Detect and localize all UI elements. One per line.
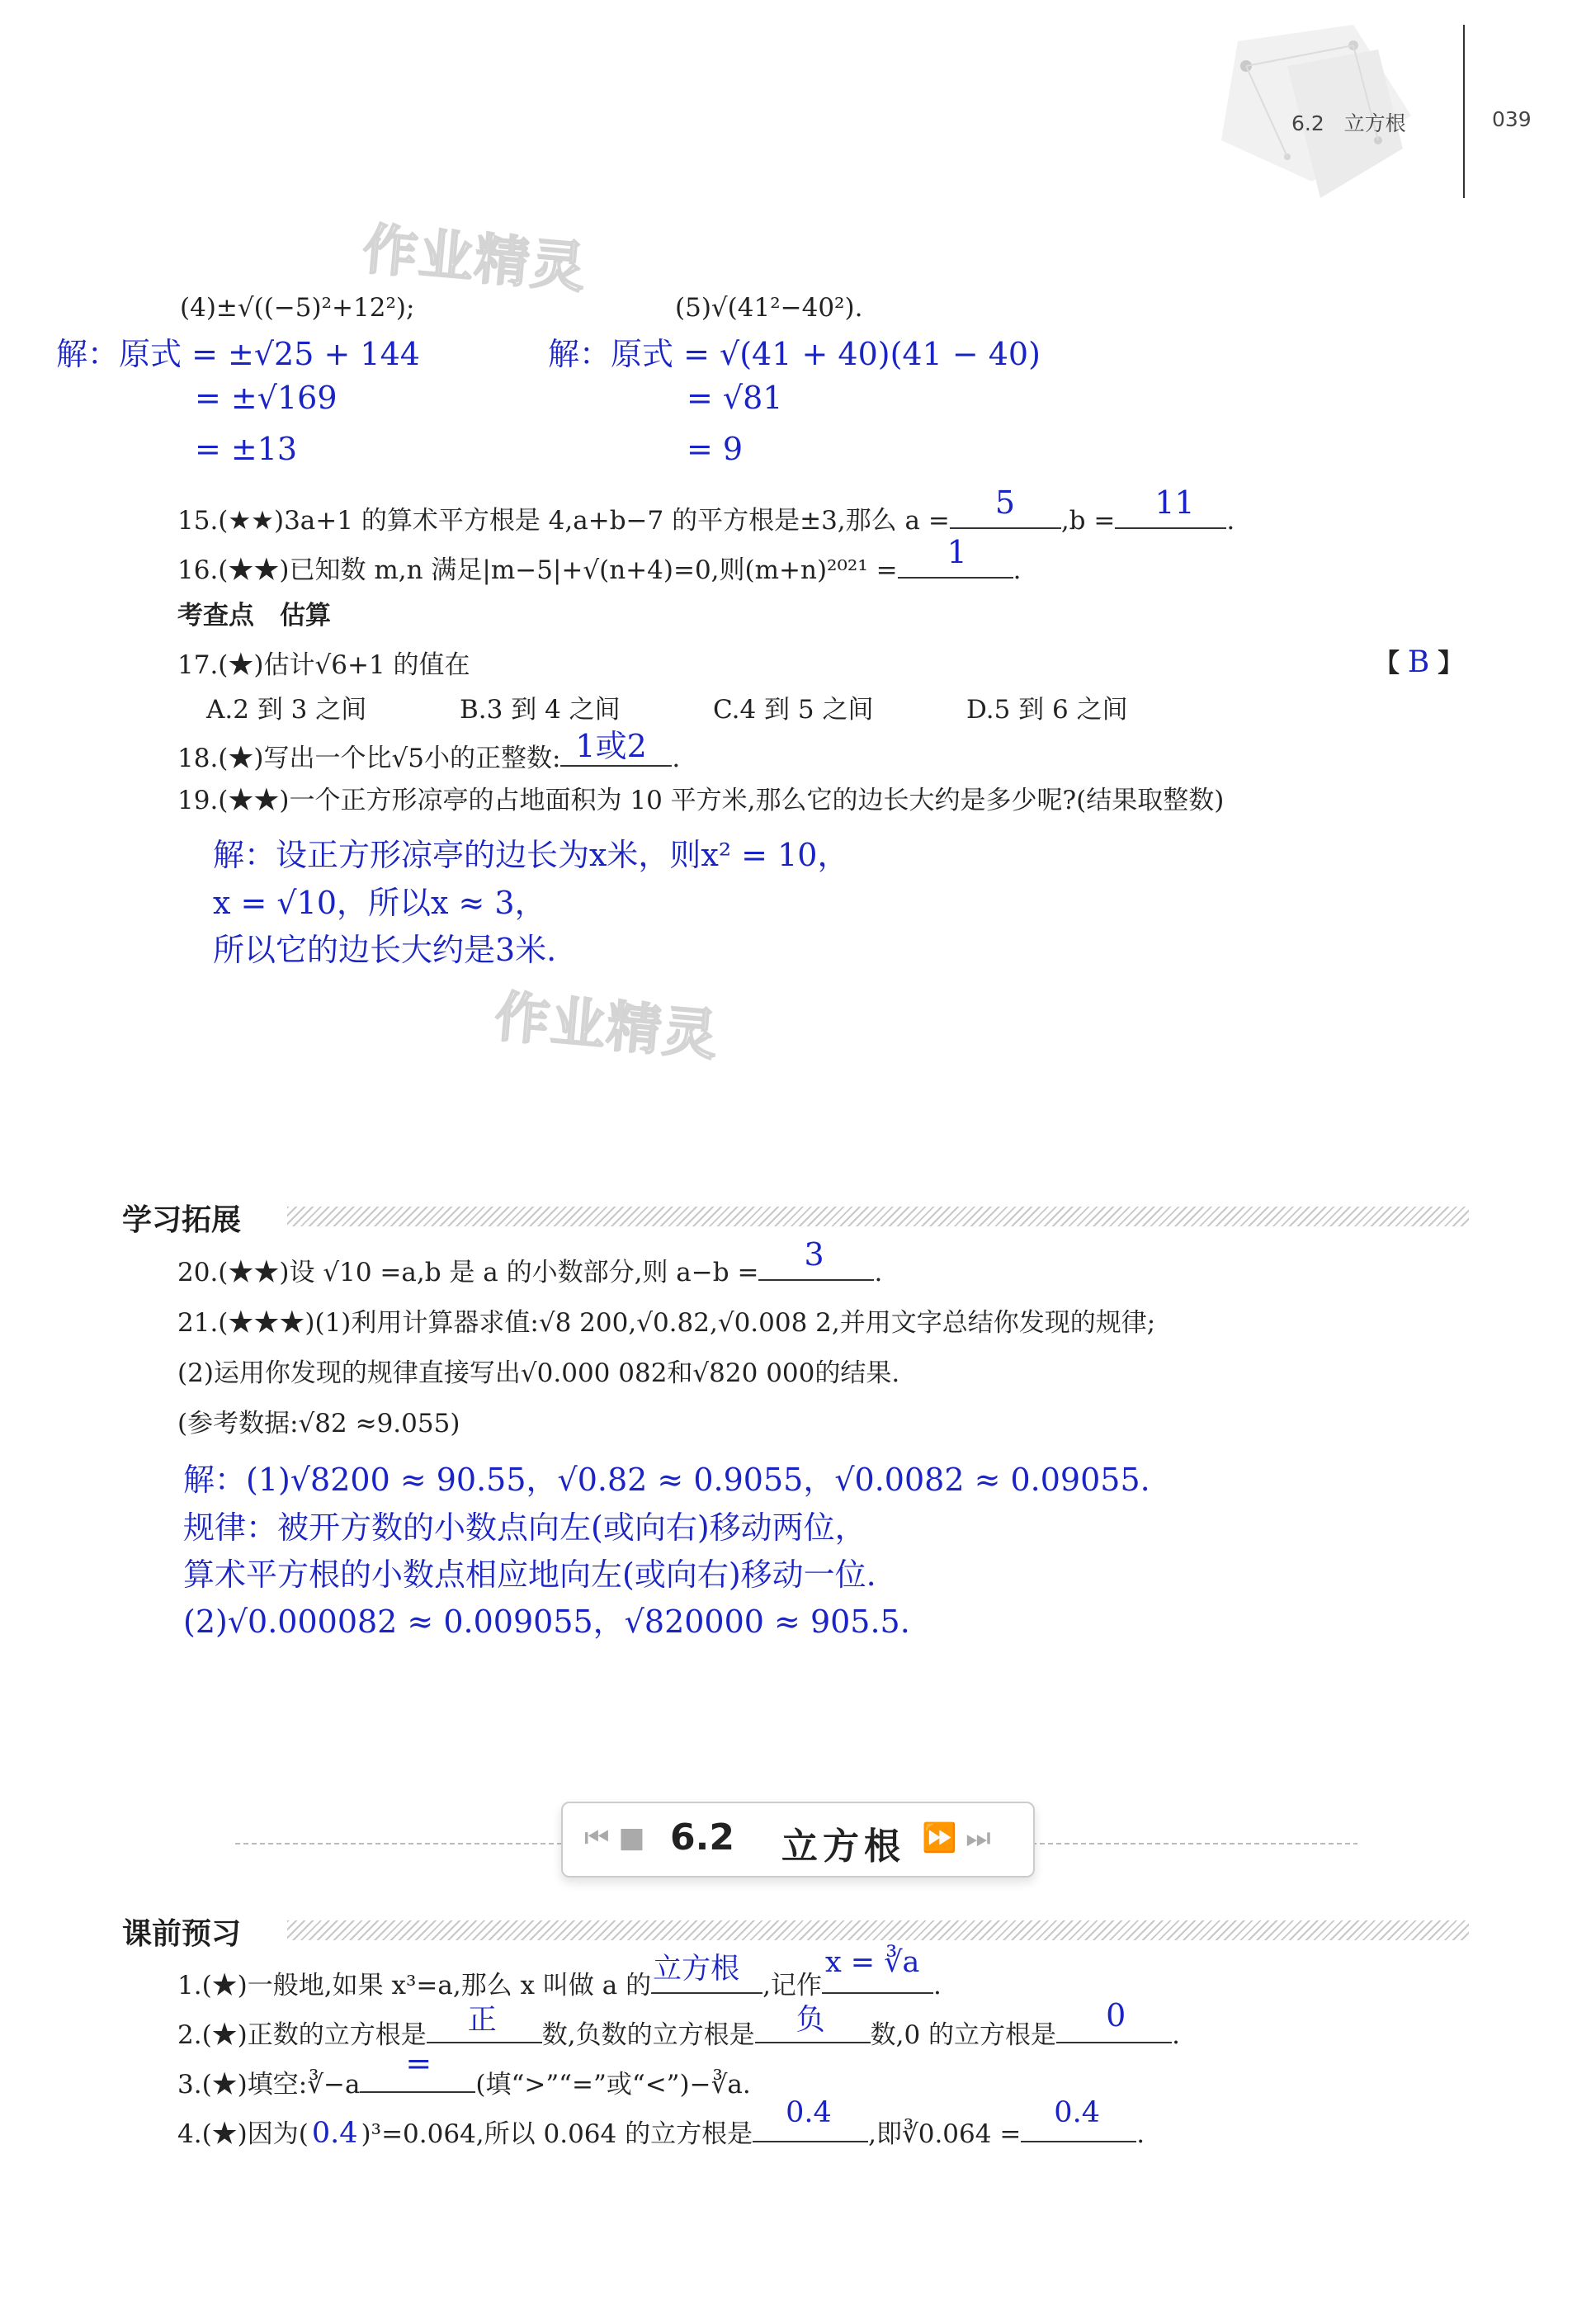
question-21-line3: (参考数据:√82 ≈9.055) <box>177 1409 460 1438</box>
preview-question-4-text1: 4.(★)因为( <box>177 2119 309 2149</box>
option-c[interactable]: C.4 到 5 之间 <box>713 695 874 725</box>
solution-4-line1: 解：原式 = ±√25 + 144 <box>56 336 420 372</box>
option-a[interactable]: A.2 到 3 之间 <box>206 695 367 725</box>
section-heading-preview: 课前预习 <box>122 1917 242 1951</box>
preview-question-3-text2: (填“>”“=”或“<”)−∛a. <box>475 2070 751 2100</box>
answer-blank-2[interactable] <box>822 1946 933 1994</box>
preview-question-1 <box>177 1946 942 2001</box>
answer-blank-a[interactable] <box>950 484 1061 529</box>
question-18 <box>177 728 681 774</box>
preview-question-2-text3: 数,0 的立方根是 <box>870 2020 1057 2050</box>
option-d[interactable]: D.5 到 6 之间 <box>966 695 1128 725</box>
preview-question-3-text1: 3.(★)填空:∛−a <box>177 2070 361 2100</box>
watermark: 作业精灵 <box>492 985 722 1068</box>
question-18-end: . <box>672 744 681 773</box>
preview-question-2-end: . <box>1172 2020 1180 2050</box>
answer-blank-3[interactable] <box>1021 2096 1136 2142</box>
solution-5-line1: 解：原式 = √(41 + 40)(41 − 40) <box>548 336 1041 372</box>
answer-blank[interactable] <box>560 728 672 767</box>
answer: 3 <box>804 1236 824 1273</box>
preview-question-1-end: . <box>932 1971 942 2000</box>
answer-blank-b[interactable] <box>1115 484 1226 529</box>
problem14-part4: (4)±√((−5)²+12²); <box>180 293 415 323</box>
answer-blank-1[interactable] <box>651 1953 762 1994</box>
question-20-end: . <box>874 1258 883 1287</box>
question-20 <box>177 1236 883 1288</box>
preview-question-4-text2: )³=0.064,所以 0.064 的立方根是 <box>361 2119 753 2149</box>
answer-blank[interactable] <box>898 534 1013 579</box>
solution-5-line2: = √81 <box>687 380 783 416</box>
solution-5-line3: = 9 <box>687 431 744 467</box>
banner-prev-icons[interactable]: ⏮ ■ <box>584 1821 645 1854</box>
banner-rule-left <box>235 1843 561 1845</box>
answer-1: 立方根 <box>653 1953 740 1986</box>
question-15 <box>177 484 1235 536</box>
chapter-banner <box>561 1802 1035 1878</box>
solution-19-line3: 所以它的边长大约是3米. <box>213 932 557 968</box>
solution-19-line1: 解：设正方形凉亭的边长为x米，则x² = 10， <box>213 837 849 873</box>
banner-title: 立方根 <box>781 1826 905 1868</box>
section-divider <box>287 1207 1469 1226</box>
solution-21-line1: 解：(1)√8200 ≈ 90.55，√0.82 ≈ 0.9055，√0.0082 ≈ 0.09055. <box>183 1462 1150 1498</box>
preview-question-4-text3: ,即∛0.064 = <box>868 2119 1022 2149</box>
option-b[interactable]: B.3 到 4 之间 <box>460 695 621 725</box>
answer-bracket <box>1374 642 1463 679</box>
solution-4-line3: = ±13 <box>195 431 298 467</box>
preview-question-2-text1: 2.(★)正数的立方根是 <box>177 2020 427 2050</box>
page-number: 039 <box>1492 107 1532 131</box>
preview-question-2 <box>177 1997 1180 2051</box>
problem14-part5: (5)√(41²−40²). <box>675 293 863 323</box>
bracket-close: 】 <box>1438 649 1464 678</box>
answer: = <box>405 2045 432 2081</box>
question-17: 17.(★)估计√6+1 的值在 <box>177 650 470 680</box>
bracket-open: 【 <box>1374 649 1400 678</box>
answer-2: 负 <box>796 2004 825 2037</box>
solution-21-line3: 算术平方根的小数点相应地向左(或向右)移动一位. <box>183 1556 876 1593</box>
answer-2: 0.4 <box>786 2096 832 2129</box>
header-section <box>1291 107 1406 137</box>
section-heading-extend: 学习拓展 <box>122 1203 242 1237</box>
question-21-line2: (2)运用你发现的规律直接写出√0.000 082和√820 000的结果. <box>177 1358 900 1388</box>
question-16 <box>177 534 1022 586</box>
answer-3: 0 <box>1106 1997 1126 2034</box>
banner-next-icons[interactable]: ⏩ ⏭ <box>922 1821 991 1854</box>
header-divider <box>1463 25 1465 198</box>
answer: 1或2 <box>575 728 647 764</box>
question-19: 19.(★★)一个正方形凉亭的占地面积为 10 平方米,那么它的边长大约是多少呢?(结果取整数) <box>177 786 1225 815</box>
solution-19-line2: x = √10，所以x ≈ 3， <box>213 885 546 921</box>
section-divider <box>287 1920 1469 1940</box>
question-15-text-b: ,b = <box>1060 506 1116 536</box>
answer-b: 11 <box>1154 484 1195 521</box>
question-15-end: . <box>1226 506 1235 536</box>
preview-question-4 <box>177 2096 1145 2150</box>
answer-blank-2[interactable] <box>753 2096 868 2142</box>
question-16-text: 16.(★★)已知数 m,n 满足|m−5|+√(n+4)=0,则(m+n)²⁰²¹ = <box>177 555 898 585</box>
watermark: 作业精灵 <box>360 217 590 300</box>
header-section-number: 6.2 <box>1291 111 1324 135</box>
answer-blank-2[interactable] <box>755 2004 871 2043</box>
question-16-end: . <box>1013 555 1022 585</box>
solution-21-line4: (2)√0.000082 ≈ 0.009055，√820000 ≈ 905.5. <box>183 1604 910 1640</box>
answer: B <box>1407 645 1430 679</box>
solution-21-line2: 规律：被开方数的小数点向左(或向右)移动两位， <box>183 1509 866 1546</box>
banner-number: 6.2 <box>670 1816 734 1859</box>
answer-1: 0.4 <box>311 2117 358 2150</box>
answer-blank-1[interactable] <box>427 2004 542 2043</box>
preview-question-2-text2: 数,负数的立方根是 <box>541 2020 755 2050</box>
solution-4-line2: = ±√169 <box>195 380 338 416</box>
banner-rule-right <box>1032 1843 1357 1845</box>
answer-blank[interactable] <box>360 2045 475 2093</box>
answer-blank-3[interactable] <box>1056 1997 1172 2043</box>
question-20-text: 20.(★★)设 √10 =a,b 是 a 的小数部分,则 a−b = <box>177 1258 759 1287</box>
answer-blank[interactable] <box>758 1236 874 1281</box>
answer: 1 <box>947 534 967 570</box>
answer-2: x = ∛a <box>824 1946 920 1979</box>
preview-question-1-mid: ,记作 <box>762 1971 822 2000</box>
topic-heading: 考查点 估算 <box>177 601 331 631</box>
answer-3: 0.4 <box>1054 2096 1100 2129</box>
question-15-text: 15.(★★)3a+1 的算术平方根是 4,a+b−7 的平方根是±3,那么 a = <box>177 506 950 536</box>
header-section-title: 立方根 <box>1343 111 1406 135</box>
answer-a: 5 <box>994 484 1016 521</box>
preview-question-1-text: 1.(★)一般地,如果 x³=a,那么 x 叫做 a 的 <box>177 1971 652 2000</box>
question-18-text: 18.(★)写出一个比√5小的正整数: <box>177 744 561 773</box>
answer-1: 正 <box>467 2004 497 2037</box>
preview-question-3 <box>177 2045 751 2100</box>
preview-question-4-end: . <box>1136 2119 1145 2149</box>
question-21-line1: 21.(★★★)(1)利用计算器求值:√8 200,√0.82,√0.008 2,并用文字总结你发现的规律; <box>177 1308 1156 1338</box>
